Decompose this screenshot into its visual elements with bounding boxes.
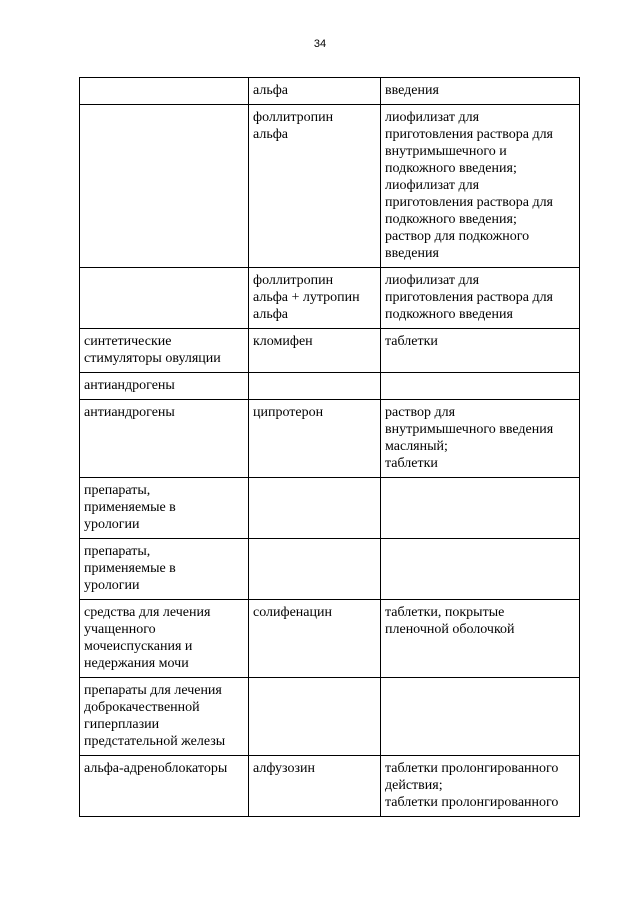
- table-row: [80, 105, 580, 268]
- cell-group: антиандрогены: [80, 373, 249, 400]
- cell-group: препараты для лечения доброкачественной гиперплазии предстательной железы: [80, 678, 249, 756]
- table-row: [80, 478, 580, 539]
- cell-drug: [249, 373, 381, 400]
- cell-form: лиофилизат для приготовления раствора для внутримышечного и подкожного введения; лиофилизат для приготовления раствора для подкожного введения; раствор для подкожного введения: [381, 105, 580, 268]
- table-row: [80, 373, 580, 400]
- table-row: [80, 539, 580, 600]
- cell-drug: [249, 678, 381, 756]
- cell-group: средства для лечения учащенного мочеиспускания и недержания мочи: [80, 600, 249, 678]
- cell-form: [381, 539, 580, 600]
- cell-group: синтетические стимуляторы овуляции: [80, 329, 249, 373]
- cell-form: [381, 373, 580, 400]
- cell-group: антиандрогены: [80, 400, 249, 478]
- table-row: [80, 400, 580, 478]
- table-row: [80, 756, 580, 817]
- table-row: [80, 329, 580, 373]
- cell-drug: [249, 478, 381, 539]
- cell-form: таблетки пролонгированного действия; таблетки пролонгированного: [381, 756, 580, 817]
- cell-group: [80, 268, 249, 329]
- table-row: [80, 78, 580, 105]
- cell-form: раствор для внутримышечного введения масляный; таблетки: [381, 400, 580, 478]
- cell-drug: альфа: [249, 78, 381, 105]
- table-row: [80, 600, 580, 678]
- cell-group: [80, 105, 249, 268]
- cell-group: альфа-адреноблокаторы: [80, 756, 249, 817]
- cell-drug: алфузозин: [249, 756, 381, 817]
- cell-form: [381, 678, 580, 756]
- cell-group: препараты, применяемые в урологии: [80, 478, 249, 539]
- cell-group: препараты, применяемые в урологии: [80, 539, 249, 600]
- cell-form: введения: [381, 78, 580, 105]
- cell-drug: [249, 539, 381, 600]
- cell-drug: фоллитропин альфа: [249, 105, 381, 268]
- cell-form: таблетки: [381, 329, 580, 373]
- page-number: 34: [313, 38, 327, 50]
- cell-form: таблетки, покрытые пленочной оболочкой: [381, 600, 580, 678]
- cell-form: лиофилизат для приготовления раствора для подкожного введения: [381, 268, 580, 329]
- drug-table: [79, 77, 580, 817]
- table-row: [80, 268, 580, 329]
- cell-drug: кломифен: [249, 329, 381, 373]
- cell-drug: солифенацин: [249, 600, 381, 678]
- cell-drug: фоллитропин альфа + лутропин альфа: [249, 268, 381, 329]
- cell-drug: ципротерон: [249, 400, 381, 478]
- table-row: [80, 678, 580, 756]
- cell-group: [80, 78, 249, 105]
- cell-form: [381, 478, 580, 539]
